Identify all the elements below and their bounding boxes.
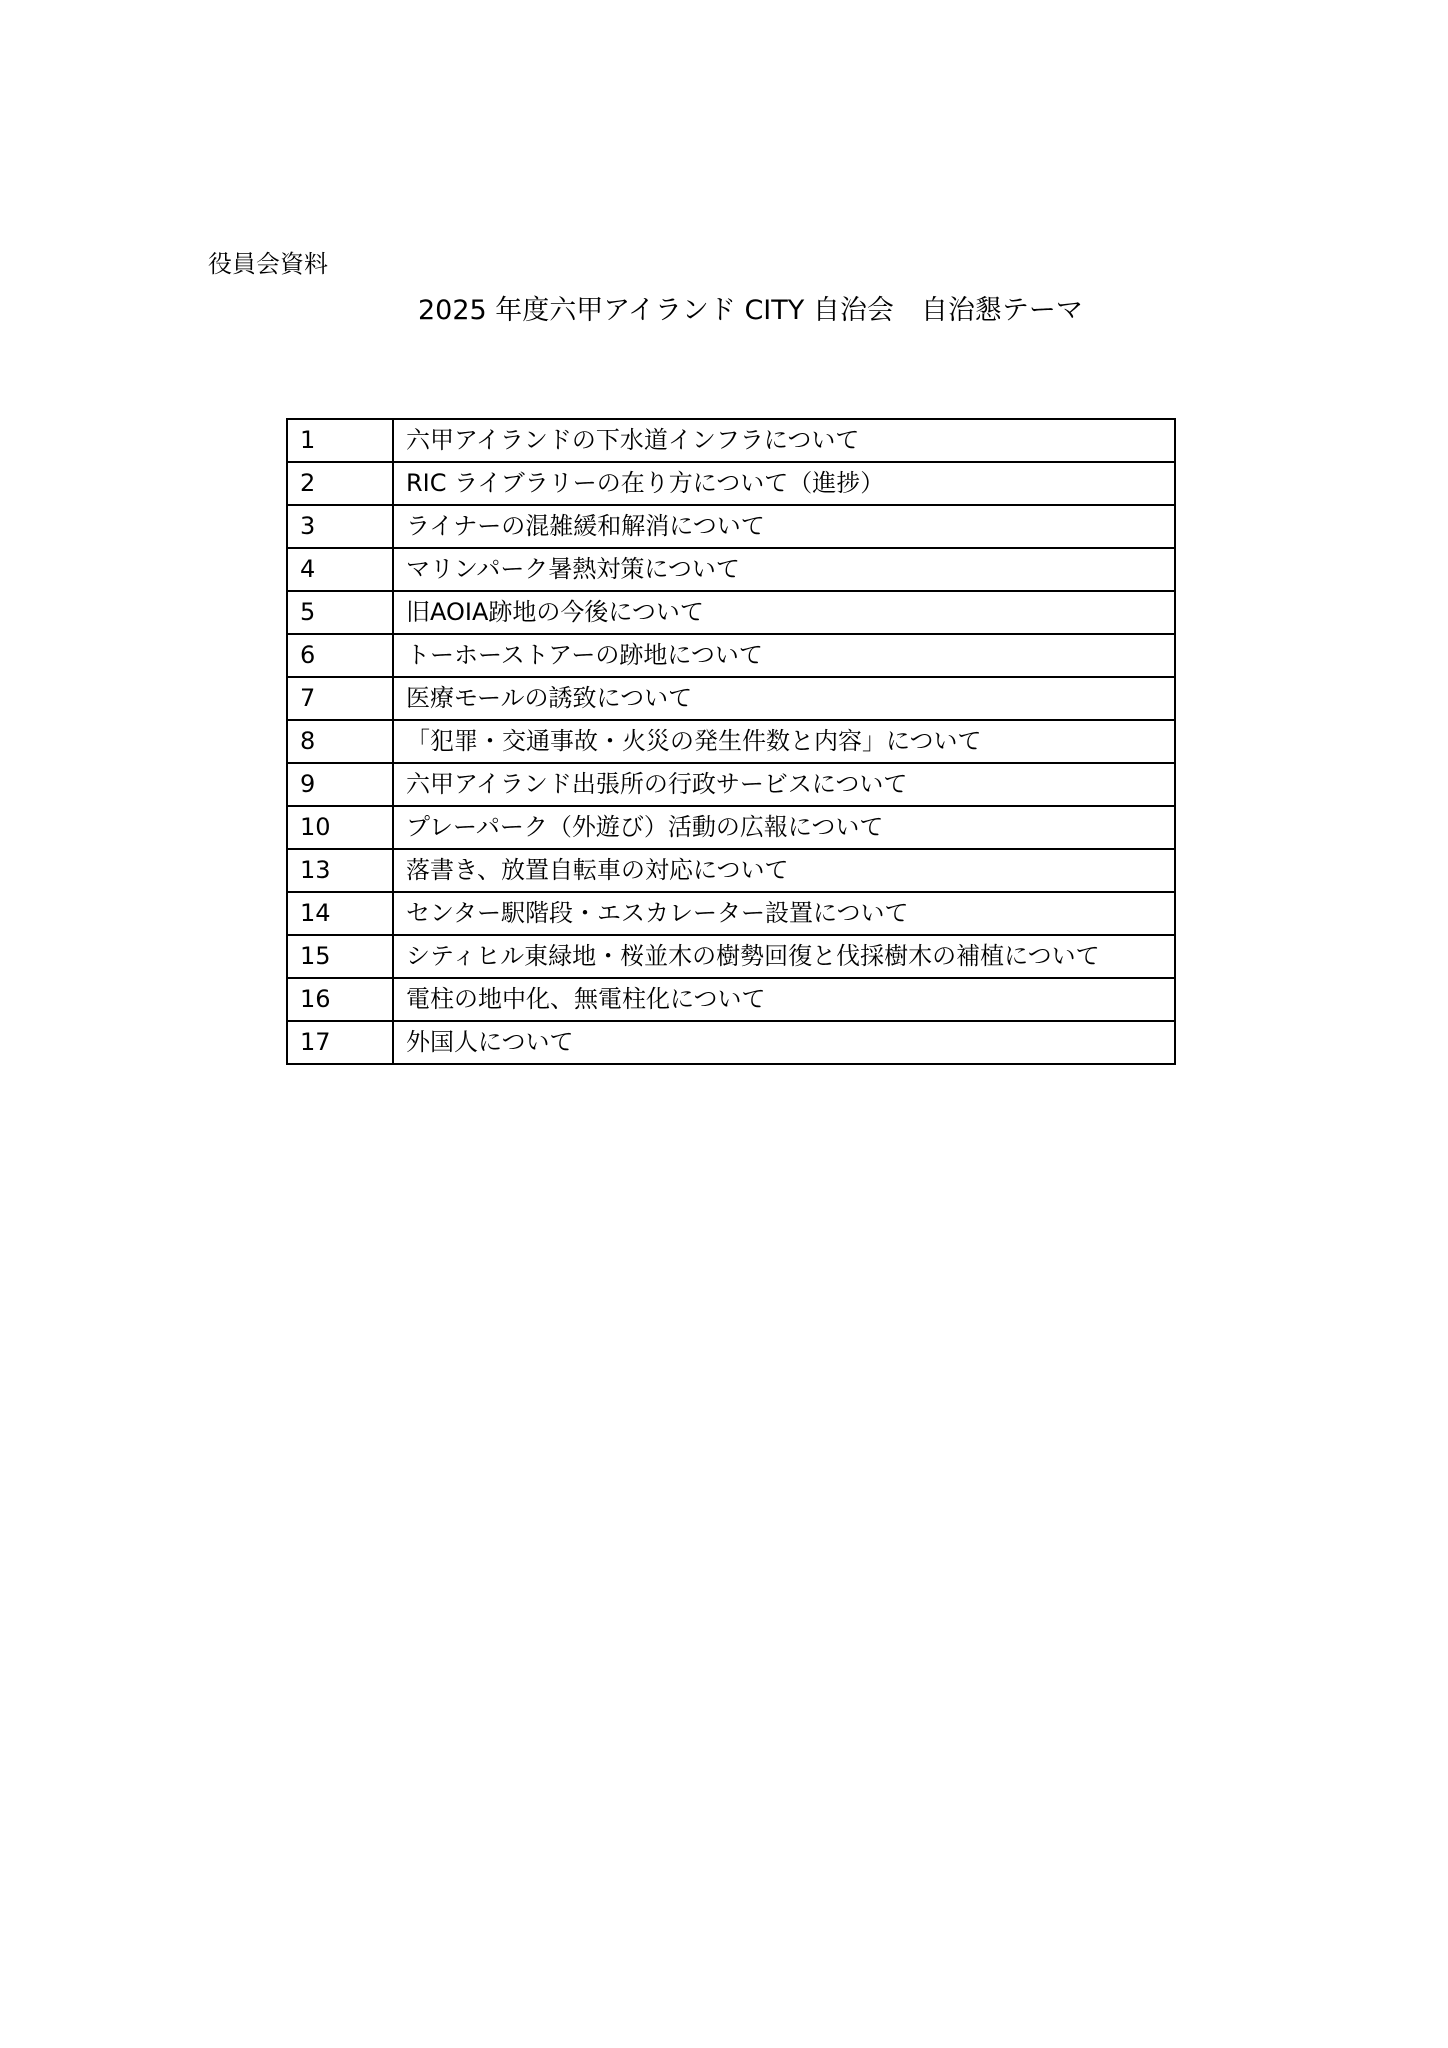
topic-text: 六甲アイランド出張所の行政サービスについて	[393, 763, 1175, 806]
topic-number: 16	[287, 978, 393, 1021]
topic-number: 15	[287, 935, 393, 978]
table-row	[287, 720, 1175, 763]
topic-text: RIC ライブラリーの在り方について（進捗）	[393, 462, 1175, 505]
topic-text: 六甲アイランドの下水道インフラについて	[393, 419, 1175, 462]
topic-number: 2	[287, 462, 393, 505]
topic-text: センター駅階段・エスカレーター設置について	[393, 892, 1175, 935]
table-row	[287, 419, 1175, 462]
table-row	[287, 978, 1175, 1021]
topic-text: ライナーの混雑緩和解消について	[393, 505, 1175, 548]
table-row	[287, 806, 1175, 849]
table-row	[287, 634, 1175, 677]
topic-number: 6	[287, 634, 393, 677]
topic-number: 5	[287, 591, 393, 634]
topic-text: 「犯罪・交通事故・火災の発生件数と内容」について	[393, 720, 1175, 763]
topic-text: シティヒル東緑地・桜並木の樹勢回復と伐採樹木の補植について	[393, 935, 1175, 978]
topic-text: 落書き、放置自転車の対応について	[393, 849, 1175, 892]
topic-text: 電柱の地中化、無電柱化について	[393, 978, 1175, 1021]
table-row	[287, 892, 1175, 935]
topic-number: 7	[287, 677, 393, 720]
table-row	[287, 591, 1175, 634]
topic-number: 8	[287, 720, 393, 763]
topic-text: 外国人について	[393, 1021, 1175, 1064]
table-row	[287, 1021, 1175, 1064]
topic-number: 14	[287, 892, 393, 935]
topic-text: マリンパーク暑熱対策について	[393, 548, 1175, 591]
topic-text: 医療モールの誘致について	[393, 677, 1175, 720]
topic-table	[286, 418, 1176, 1065]
topic-number: 9	[287, 763, 393, 806]
table-row	[287, 505, 1175, 548]
table-row	[287, 548, 1175, 591]
table-row	[287, 849, 1175, 892]
table-row	[287, 677, 1175, 720]
topic-number: 13	[287, 849, 393, 892]
topic-number: 1	[287, 419, 393, 462]
document-label: 役員会資料	[208, 250, 328, 278]
topic-text: プレーパーク（外遊び）活動の広報について	[393, 806, 1175, 849]
document-title: 2025 年度六甲アイランド CITY 自治会 自治懇テーマ	[418, 295, 1083, 326]
topic-number: 10	[287, 806, 393, 849]
topic-number: 3	[287, 505, 393, 548]
topic-text: 旧AOIA跡地の今後について	[393, 591, 1175, 634]
table-row	[287, 763, 1175, 806]
topic-number: 4	[287, 548, 393, 591]
topic-number: 17	[287, 1021, 393, 1064]
table-row	[287, 462, 1175, 505]
table-row	[287, 935, 1175, 978]
topic-text: トーホーストアーの跡地について	[393, 634, 1175, 677]
